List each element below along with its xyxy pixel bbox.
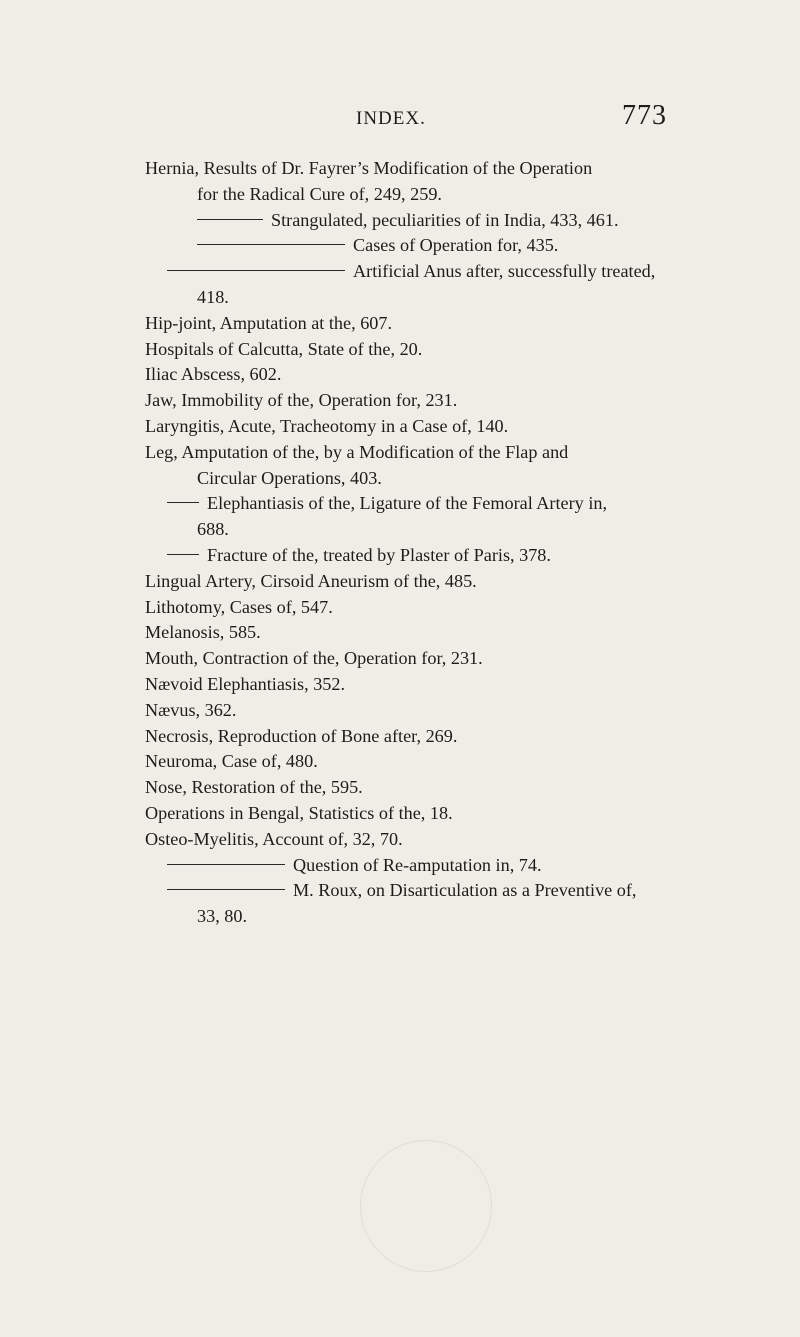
page-number: 773	[622, 100, 667, 131]
index-subentry: Artificial Anus after, successfully treated,	[145, 259, 685, 285]
index-entry-continuation: 33, 80.	[197, 906, 248, 927]
index-entry-continuation: for the Radical Cure of, 249, 259.	[197, 183, 442, 204]
index-entry: Hip-joint, Amputation at the, 607.	[145, 312, 393, 333]
running-head: INDEX.	[356, 108, 426, 129]
index-entry: Mouth, Contraction of the, Operation for, 231.	[145, 648, 483, 669]
index-entry-continuation: 688.	[197, 519, 229, 540]
index-entry: Nose, Restoration of the, 595.	[145, 777, 363, 798]
index-entry: Neuroma, Case of, 480.	[145, 751, 318, 772]
index-subentry: Question of Re-amputation in, 74.	[145, 853, 685, 879]
index-entry: Melanosis, 585.	[145, 622, 261, 643]
index-entry: Operations in Bengal, Statistics of the, 18.	[145, 802, 453, 823]
index-entry: Lithotomy, Cases of, 547.	[145, 596, 333, 617]
page-header	[0, 100, 800, 140]
index-entry: Osteo-Myelitis, Account of, 32, 70.	[145, 828, 403, 849]
index-entry: Hospitals of Calcutta, State of the, 20.	[145, 338, 423, 359]
ditto-rule	[167, 864, 285, 865]
ditto-rule	[197, 244, 345, 245]
ditto-rule	[167, 889, 285, 890]
index-entry: Laryngitis, Acute, Tracheotomy in a Case of, 140.	[145, 415, 509, 436]
ditto-rule	[167, 502, 199, 503]
index-entry: Jaw, Immobility of the, Operation for, 231.	[145, 390, 458, 411]
index-subentry: Strangulated, peculiarities of in India, 433, 461.	[145, 208, 685, 234]
index-entry: Lingual Artery, Cirsoid Aneurism of the, 485.	[145, 570, 477, 591]
index-subentry: Elephantiasis of the, Ligature of the Femoral Artery in,	[145, 491, 685, 517]
index-list	[145, 156, 685, 930]
index-entry: Nævoid Elephantiasis, 352.	[145, 673, 346, 694]
paper-stain	[360, 1140, 492, 1272]
index-entry: Leg, Amputation of the, by a Modification of the Flap and	[145, 441, 569, 462]
index-subentry: M. Roux, on Disarticulation as a Preventive of,	[145, 878, 685, 904]
index-entry-continuation: 418.	[197, 286, 229, 307]
index-entry-continuation: Circular Operations, 403.	[197, 467, 382, 488]
ditto-rule	[167, 270, 345, 271]
index-entry: Iliac Abscess, 602.	[145, 364, 282, 385]
ditto-rule	[167, 554, 199, 555]
index-entry: Necrosis, Reproduction of Bone after, 269.	[145, 725, 458, 746]
index-subentry: Fracture of the, treated by Plaster of Paris, 378.	[145, 543, 685, 569]
index-entry: Nævus, 362.	[145, 699, 237, 720]
index-subentry: Cases of Operation for, 435.	[145, 233, 685, 259]
ditto-rule	[197, 219, 263, 220]
index-entry: Hernia, Results of Dr. Fayrer’s Modification of the Operation	[145, 158, 593, 178]
